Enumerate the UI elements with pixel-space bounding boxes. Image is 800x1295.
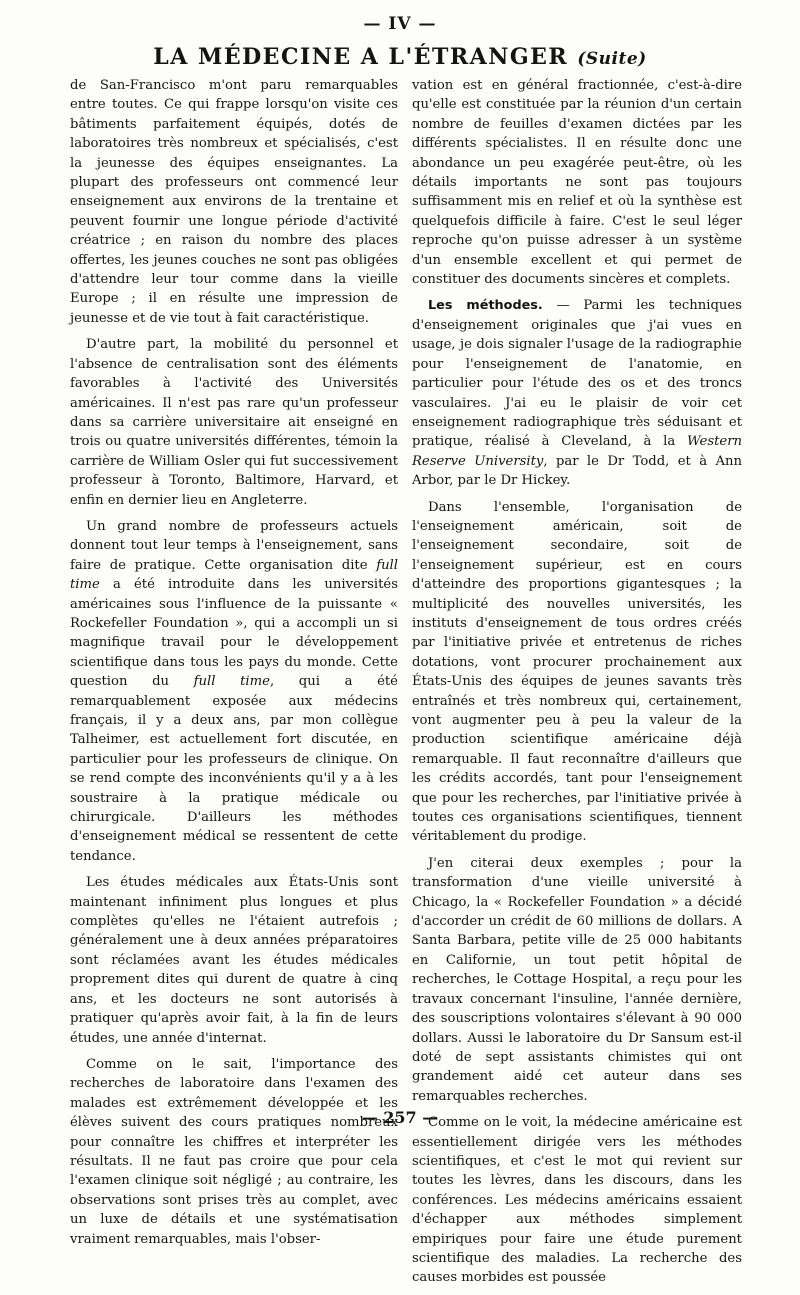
- text-run: a été introduite dans les universités américaines sous l'influence de la puissante « Rockefeller Foundation », qui a accompli un si magnifique travail pour le développement scientifique dans tous les pays du monde. Cette question du: [70, 577, 398, 690]
- title-text: LA MÉDECINE A L'ÉTRANGER: [153, 44, 569, 70]
- paragraph: D'autre part, la mobilité du personnel et l'absence de centralisation sont des éléments favorables à l'activité des Universités américaines. Il n'est pas rare qu'un professeur dans sa carrière universitaire ait enseigné en trois ou quatre universités différentes, témoin la carrière de William Osler qui fut successivement professeur à Toronto, Baltimore, Harvard, et enfin en dernier lieu en Angleterre.: [70, 337, 398, 508]
- text-run: — Parmi les techniques d'enseignement originales que j'ai vues en usage, je dois signaler l'usage de la radiographie pour l'enseignement de l'anatomie, en particulier pour l'étude des os et des troncs vasculaires. J'ai eu le plaisir de voir cet enseignement radiographique très séduisant et pratique, réalisé à Cleveland, à la: [412, 298, 742, 450]
- paragraph: Comme on le voit, la médecine américaine est essentiellement dirigée vers les méthodes scientifiques, et c'est le mot qui revient sur toutes les lèvres, dans les discours, dans les conférences. Les médecins américains essaient d'échapper aux méthodes simplement empiriques pour faire une étude purement scientifique des maladies. La recherche des causes morbides est poussée: [412, 1115, 742, 1286]
- text-run: Un grand nombre de professeurs actuels donnent tout leur temps à l'enseignement, sans faire de pratique. Cette organisation dite: [70, 518, 398, 573]
- italic-term: full time: [70, 557, 398, 593]
- paragraph: Les études médicales aux États-Unis sont maintenant infiniment plus longues et plus complètes qu'elles ne l'étaient autrefois ; généralement une à deux années préparatoires sont réclamées avant les études médicales proprement dites qui durent de quatre à cinq ans, et les docteurs ne sont autorisés à pratiquer qu'après avoir fait, à la fin de leurs études, une année d'internat.: [70, 875, 398, 1046]
- paragraph: Dans l'ensemble, l'organisation de l'enseignement américain, soit de l'enseignement secondaire, soit de l'enseignement supérieur, est en cours d'atteindre des proportions gigantesques ; la multiplicité des nouvelles universités, les instituts d'enseignement de tous ordres créés par l'initiative privée et entretenus de riches dotations, vont procurer prochainement aux États-Unis des équipes de jeunes savants très entraînés et très nombreux qui, certainement, vont augmenter peu à peu la valeur de la production scientifique américaine déjà remarquable. Il faut reconnaître d'ailleurs que les crédits accordés, tant pour l'enseignement que pour les recherches, par l'initiative privée à toutes ces organisations scientifiques, tiennent véritablement du prodige.: [412, 499, 742, 845]
- paragraph: [70, 517, 398, 866]
- section-number: — IV —: [363, 14, 437, 34]
- page-number: — 257 —: [361, 1108, 439, 1127]
- paragraph: [412, 296, 742, 490]
- paragraph: vation est en général fractionnée, c'est-à-dire qu'elle est constituée par la réunion d'un certain nombre de feuilles d'examen dictées par les différents spécialistes. Il en résulte donc une abondance un peu exagérée peut-être, où les détails importants ne sont pas toujours suffisamment mis en relief et où la synthèse est quelquefois difficile à faire. C'est le seul léger reproche qu'on puisse adresser à un système d'un ensemble excellent et qui permet de constituer des documents sincères et complets.: [412, 78, 742, 288]
- text-run: , par le Dr Todd, et à Ann Arbor, par le Dr Hickey.: [412, 453, 742, 489]
- italic-term: Western Reserve University: [412, 434, 742, 469]
- section-heading: Les méthodes.: [428, 298, 543, 314]
- title-suffix: (Suite): [577, 49, 647, 69]
- paragraph: de San-Francisco m'ont paru remarquables entre toutes. Ce qui frappe lorsqu'on visite ces bâtiments parfaitement équipés, dotés de laboratoires très nombreux et spécialisés, c'est la jeunesse des équipes enseignantes. La plupart des professeurs ont commencé leur enseignement aux environs de la trentaine et peuvent fournir une longue période d'activité créatrice ; en raison du nombre des places offertes, les jeunes couches ne sont pas obligées d'attendre leur tour comme dans la vieille Europe ; il en résulte une impression de jeunesse et de vie tout à fait caractéristique.: [70, 78, 398, 326]
- text-run: , qui a été remarquablement exposée aux médecins français, il y a deux ans, par mon collègue Talheimer, est actuellement fort discutée, en particulier pour les professeurs de clinique. On se rend compte des inconvénients qu'il y a à les soustraire à la pratique médicale ou chirurgicale. D'ailleurs les méthodes d'enseignement médical se ressentent de cette tendance.: [70, 674, 398, 864]
- page-title: [0, 44, 800, 70]
- paragraph: Comme on le sait, l'importance des recherches de laboratoire dans l'examen des malades est extrêmement développée et les élèves suivent des cours pratiques nombreux pour connaître les chiffres et interpréter les résultats. Il ne faut pas croire que pour cela l'examen clinique soit négligé ; au contraire, les observations sont prises très au complet, avec un luxe de détails et une systématisation vraiment remarquables, mais l'obser-: [70, 1056, 398, 1247]
- paragraph: J'en citerai deux exemples ; pour la transformation d'une vieille université à Chicago, la « Rockefeller Foundation » a décidé d'accorder un crédit de 60 millions de dollars. A Santa Barbara, petite ville de 25 000 habitants en Californie, un tout petit hôpital de recherches, le Cottage Hospital, a reçu pour les travaux concernant l'insuline, l'année dernière, des souscriptions volontaires s'élevant à 90 000 dollars. Aussi le laboratoire du Dr Sansum est-il doté de sept assistants chimistes qui ont grandement aidé cet auteur dans ses remarquables recherches.: [412, 855, 742, 1104]
- left-column: [70, 76, 398, 1256]
- italic-term: full time: [193, 674, 270, 690]
